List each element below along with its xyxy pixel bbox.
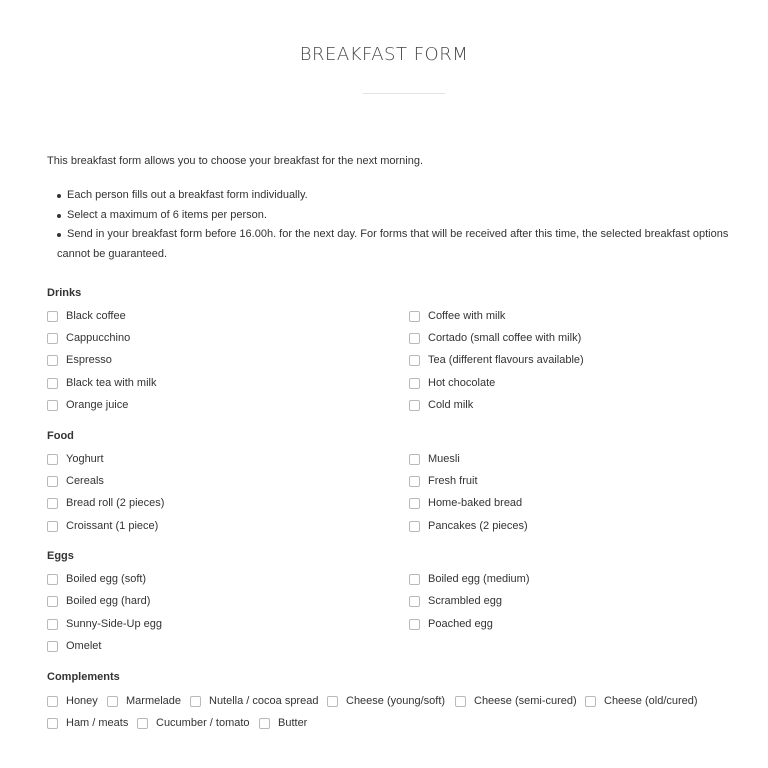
form-title: BREAKFAST FORM bbox=[299, 44, 469, 65]
checkbox[interactable] bbox=[409, 476, 420, 487]
checkbox[interactable] bbox=[409, 498, 420, 509]
option-scrambled-egg[interactable]: Scrambled egg bbox=[409, 594, 502, 608]
checkbox[interactable] bbox=[137, 718, 148, 729]
option-pancakes[interactable]: Pancakes (2 pieces) bbox=[409, 519, 528, 533]
checkbox[interactable] bbox=[409, 333, 420, 344]
section-eggs-label: Eggs bbox=[47, 550, 74, 562]
section-food-label: Food bbox=[47, 430, 74, 442]
option-poached-egg[interactable]: Poached egg bbox=[409, 617, 493, 631]
option-home-baked-bread[interactable]: Home-baked bread bbox=[409, 496, 522, 510]
checkbox[interactable] bbox=[259, 718, 270, 729]
option-cheese-young[interactable]: Cheese (young/soft) bbox=[327, 694, 445, 708]
option-black-coffee[interactable]: Black coffee bbox=[47, 309, 126, 323]
option-marmelade[interactable]: Marmelade bbox=[107, 694, 181, 708]
option-bread-roll[interactable]: Bread roll (2 pieces) bbox=[47, 496, 164, 510]
option-tea[interactable]: Tea (different flavours available) bbox=[409, 353, 584, 367]
scroll-fade bbox=[0, 742, 768, 768]
intro-text: This breakfast form allows you to choose your breakfast for the next morning. bbox=[47, 155, 424, 167]
bullet-icon bbox=[57, 233, 61, 237]
option-cereals[interactable]: Cereals bbox=[47, 474, 104, 488]
checkbox[interactable] bbox=[47, 718, 58, 729]
checkbox[interactable] bbox=[190, 696, 201, 707]
checkbox[interactable] bbox=[47, 641, 58, 652]
checkbox[interactable] bbox=[409, 596, 420, 607]
option-hot-chocolate[interactable]: Hot chocolate bbox=[409, 376, 495, 390]
checkbox[interactable] bbox=[409, 311, 420, 322]
option-omelet[interactable]: Omelet bbox=[47, 639, 101, 653]
checkbox[interactable] bbox=[47, 498, 58, 509]
checkbox[interactable] bbox=[47, 454, 58, 465]
option-nutella[interactable]: Nutella / cocoa spread bbox=[190, 694, 318, 708]
option-cheese-semi-cured[interactable]: Cheese (semi-cured) bbox=[455, 694, 577, 708]
option-cheese-old[interactable]: Cheese (old/cured) bbox=[585, 694, 698, 708]
option-honey[interactable]: Honey bbox=[47, 694, 98, 708]
option-yoghurt[interactable]: Yoghurt bbox=[47, 452, 104, 466]
option-cortado[interactable]: Cortado (small coffee with milk) bbox=[409, 331, 581, 345]
checkbox[interactable] bbox=[409, 574, 420, 585]
checkbox[interactable] bbox=[409, 400, 420, 411]
checkbox[interactable] bbox=[47, 333, 58, 344]
option-croissant[interactable]: Croissant (1 piece) bbox=[47, 519, 158, 533]
option-coffee-with-milk[interactable]: Coffee with milk bbox=[409, 309, 505, 323]
instruction-item: Send in your breakfast form before 16.00h. for the next day. For forms that will be received after this time, the selected breakfast options bbox=[47, 225, 737, 245]
checkbox[interactable] bbox=[47, 378, 58, 389]
option-cappucchino[interactable]: Cappucchino bbox=[47, 331, 130, 345]
checkbox[interactable] bbox=[327, 696, 338, 707]
instruction-item: Select a maximum of 6 items per person. bbox=[47, 206, 737, 226]
option-butter[interactable]: Butter bbox=[259, 716, 307, 730]
section-complements-label: Complements bbox=[47, 671, 120, 683]
checkbox[interactable] bbox=[47, 355, 58, 366]
option-ham-meats[interactable]: Ham / meats bbox=[47, 716, 128, 730]
checkbox[interactable] bbox=[585, 696, 596, 707]
checkbox[interactable] bbox=[47, 696, 58, 707]
checkbox[interactable] bbox=[455, 696, 466, 707]
instruction-item: Each person fills out a breakfast form individually. bbox=[47, 186, 737, 206]
option-orange-juice[interactable]: Orange juice bbox=[47, 398, 128, 412]
checkbox[interactable] bbox=[409, 378, 420, 389]
option-espresso[interactable]: Espresso bbox=[47, 353, 112, 367]
option-boiled-egg-hard[interactable]: Boiled egg (hard) bbox=[47, 594, 150, 608]
checkbox[interactable] bbox=[47, 574, 58, 585]
option-boiled-egg-soft[interactable]: Boiled egg (soft) bbox=[47, 572, 146, 586]
checkbox[interactable] bbox=[409, 454, 420, 465]
option-fresh-fruit[interactable]: Fresh fruit bbox=[409, 474, 478, 488]
checkbox[interactable] bbox=[409, 619, 420, 630]
checkbox[interactable] bbox=[47, 596, 58, 607]
checkbox[interactable] bbox=[107, 696, 118, 707]
option-boiled-egg-medium[interactable]: Boiled egg (medium) bbox=[409, 572, 530, 586]
checkbox[interactable] bbox=[47, 619, 58, 630]
checkbox[interactable] bbox=[409, 521, 420, 532]
option-sunny-side-up-egg[interactable]: Sunny-Side-Up egg bbox=[47, 617, 162, 631]
option-muesli[interactable]: Muesli bbox=[409, 452, 460, 466]
title-divider bbox=[363, 93, 445, 94]
checkbox[interactable] bbox=[47, 400, 58, 411]
option-cold-milk[interactable]: Cold milk bbox=[409, 398, 473, 412]
bullet-icon bbox=[57, 214, 61, 218]
checkbox[interactable] bbox=[409, 355, 420, 366]
checkbox[interactable] bbox=[47, 476, 58, 487]
option-cucumber-tomato[interactable]: Cucumber / tomato bbox=[137, 716, 250, 730]
checkbox[interactable] bbox=[47, 521, 58, 532]
checkbox[interactable] bbox=[47, 311, 58, 322]
section-drinks-label: Drinks bbox=[47, 287, 82, 299]
instruction-item-continued: cannot be guaranteed. bbox=[57, 247, 168, 260]
instructions-list bbox=[47, 186, 737, 264]
option-black-tea-with-milk[interactable]: Black tea with milk bbox=[47, 376, 156, 390]
bullet-icon bbox=[57, 194, 61, 198]
